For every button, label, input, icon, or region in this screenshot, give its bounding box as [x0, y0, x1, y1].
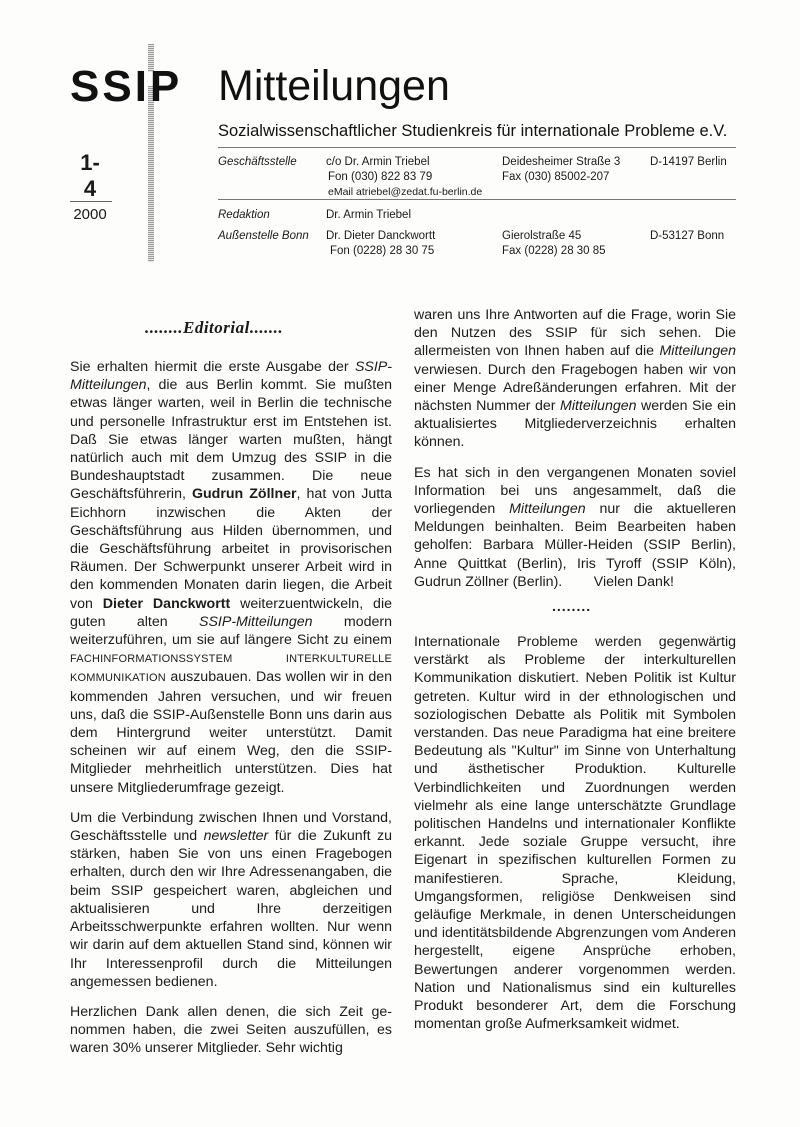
issue-divider: [70, 201, 112, 202]
paragraph-4: [414, 306, 736, 452]
aussenstelle-phone: Fon (0228) 28 30 75: [330, 245, 435, 257]
geschaeftsstelle-name: c/o Dr. Armin Triebel: [326, 156, 430, 168]
brand-name: SSIP: [70, 62, 183, 111]
text: verwiesen. Durch den Fragebogen haben wir von einer Menge Adreßänderungen erfahren. Mit der nächsten Nummer der: [414, 361, 736, 415]
paragraph-6: Internationale Probleme werden gegenwärtig verstärkt als Probleme der interkulturellen Kommunikation diskutiert. Neben Politik ist Kultur getreten. Kultur wird in der ethnologischen und soziologischen Debatte als Politik mit Symbolen verstanden. Das neue Paradigma hat eine breitere Bedeutung als "Kultur" im Sinne von Unterhaltung und ästhetischer Produktion. Kulturelle Verbindlichkeiten und Zuordnungen werden vielmehr als eine lange unterschätzte Grundlage politischen Handelns und internationaler Konflikte erkannt. Jede soziale Gruppe versucht, ihre Eigenart in spezifischen kulturellen Formen zu manifestieren. Sprache, Kleidung, Umgangsformen, religiöse Denkweisen sind geläufige Merkmale, in denen Unterscheidungen und identitätsbildende Abgrenzungen vom Anderen hergestellt, eigene Ansprüche erhoben, Bewertungen anderer vorgenommen werden. Nation und Nationalismus sind ein kulturelles Produkt besonderer Art, dem die Forschung momentan große Aufmerksamkeit widmet.: [414, 634, 736, 1033]
small-caps-term: FACHINFORMATIONSSYSTEM INTERKULTURELLE KOMMUNIKATION: [70, 653, 392, 685]
organization-subtitle: Sozialwissenschaftlicher Studienkreis für internationale Probleme e.V.: [218, 122, 728, 140]
text: modern weiterzuführen, um sie auf längere Sicht zu einem: [70, 613, 393, 649]
paragraph-5: [414, 464, 736, 591]
text: Um die Verbindung zwischen Ihnen und Vorstand, Geschäftsstelle und: [70, 809, 392, 845]
text: waren uns Ihre Antworten auf die Frage, worin Sie den Nutzen des SSIP für sich sehen. Die allermeisten von Ihnen haben auf die: [414, 307, 736, 360]
publication-title: Mitteilungen: [218, 62, 450, 110]
emphasis: Mitteilungen: [560, 398, 637, 415]
text: , die aus Berlin kommt. Sie mußten etwas länger warten, weil in Berlin die technische und personelle Infrastruktur erst im Entstehen ist. Daß Sie etwas länger warten mußten, hängt natürlich auch mit dem Umzug des SSIP in die Bundeshauptstadt zusammen. Die neue Geschäftsführerin,: [70, 377, 392, 503]
redaktion-name: Dr. Armin Triebel: [326, 209, 411, 221]
issue-number-part1: 1-: [80, 150, 100, 175]
right-column: [414, 306, 736, 603]
text: für die Zukunft zu stärken, haben Sie von uns einen Fragebogen erhalten, durch den wir Ihre Adressenangaben, die beim SSIP gespeichert waren, abgleichen und aktualisieren und Ihre derzeitigen Arbeitsschwerpunkte erfahren wollten. Nur wenn wir darin auf dem aktuellen Stand sind, können wir Ihr Interessenprofil durch die Mitteilungen angemessen bedienen.: [70, 828, 392, 990]
section-separator: ........: [552, 598, 592, 614]
text: nur die aktuelleren Meldungen beinhalten. Beim Bearbeiten haben geholfen: Barbara Müller-Heiden (SSIP Berlin), Anne Quittkat (Berlin), Iris Tyroff (SSIP Köln), Gudrun Zöllner (Berlin).: [414, 501, 736, 590]
text: Sie erhalten hiermit die erste Ausgabe der: [70, 359, 355, 375]
paragraph-1: [70, 358, 392, 797]
person-name: Dieter Danckwortt: [102, 595, 231, 612]
text: Es hat sich in den vergangenen Monaten soviel Information bei uns angesammelt, daß die vorliegenden: [414, 464, 736, 518]
right-column-lower: [414, 633, 736, 1045]
decorative-vertical-rule: [148, 86, 154, 262]
aussenstelle-name: Dr. Dieter Danckwortt: [326, 230, 436, 242]
aussenstelle-fax: Fax (0228) 28 30 85: [502, 245, 606, 257]
geschaeftsstelle-city: D-14197 Berlin: [650, 156, 727, 168]
redaktion-label: Redaktion: [218, 209, 270, 221]
geschaeftsstelle-street: Deidesheimer Straße 3: [502, 156, 621, 168]
person-name: Gudrun Zöllner: [191, 486, 297, 503]
emphasis: SSIP-Mitteilungen: [70, 359, 392, 394]
left-column: [70, 358, 392, 1070]
geschaeftsstelle-phone: Fon (030) 822 83 79: [328, 171, 433, 183]
emphasis: newsletter: [203, 828, 269, 845]
geschaeftsstelle-label: Geschäftsstelle: [218, 156, 297, 168]
aussenstelle-city: D-53127 Bonn: [650, 230, 725, 242]
issue-number-part2: 4: [83, 176, 97, 201]
text: auszubauen. Das wollen wir in den kommenden Jahren versuchen, und wir freuen uns, daß die SSIP-Außenstelle Bonn uns darin aus dem Hintergrund weiter unterstützt. Damit scheinen wir auf einem Weg, den die SSIP-Mitglieder mehrheitlich unterstützen. Dies hat unsere Mitgliederumfrage gezeigt.: [70, 669, 392, 796]
header-divider-top: [218, 147, 736, 148]
text: werden Sie ein aktualisiertes Mitgliederverzeichnis erhalten können.: [414, 398, 736, 451]
emphasis: Mitteilungen: [659, 343, 736, 360]
geschaeftsstelle-fax: Fax (030) 85002-207: [502, 171, 610, 183]
aussenstelle-street: Gierolstraße 45: [502, 230, 582, 242]
issue-year: 2000: [73, 206, 107, 223]
editorial-heading: ........Editorial.......: [145, 318, 284, 337]
text: , hat von Jutta Eichhorn inzwischen die Akten der Geschäftsführung aus Hilden übernommen, und die Geschäftsführung arbeitet in provisorischen Räumen. Der Schwerpunkt unserer Arbeit wird in den kommenden Monaten darin liegen, die Arbeit von: [70, 486, 392, 612]
paragraph-2: [70, 809, 392, 991]
paragraph-3: Herzlichen Dank allen denen, die sich Zeit genommen haben, die zwei Seiten auszufüllen, es waren 30% unserer Mitglieder. Sehr wichtig: [70, 1003, 392, 1057]
emphasis: Mitteilungen: [509, 501, 586, 518]
geschaeftsstelle-email: eMail atriebel@zedat.fu-berlin.de: [328, 186, 483, 198]
text: weiterzuentwickeln, die guten alten: [70, 595, 392, 630]
emphasis: SSIP-Mitteilungen: [198, 613, 313, 630]
thanks-text: Vielen Dank!: [593, 573, 674, 590]
aussenstelle-label: Außenstelle Bonn: [218, 230, 309, 242]
